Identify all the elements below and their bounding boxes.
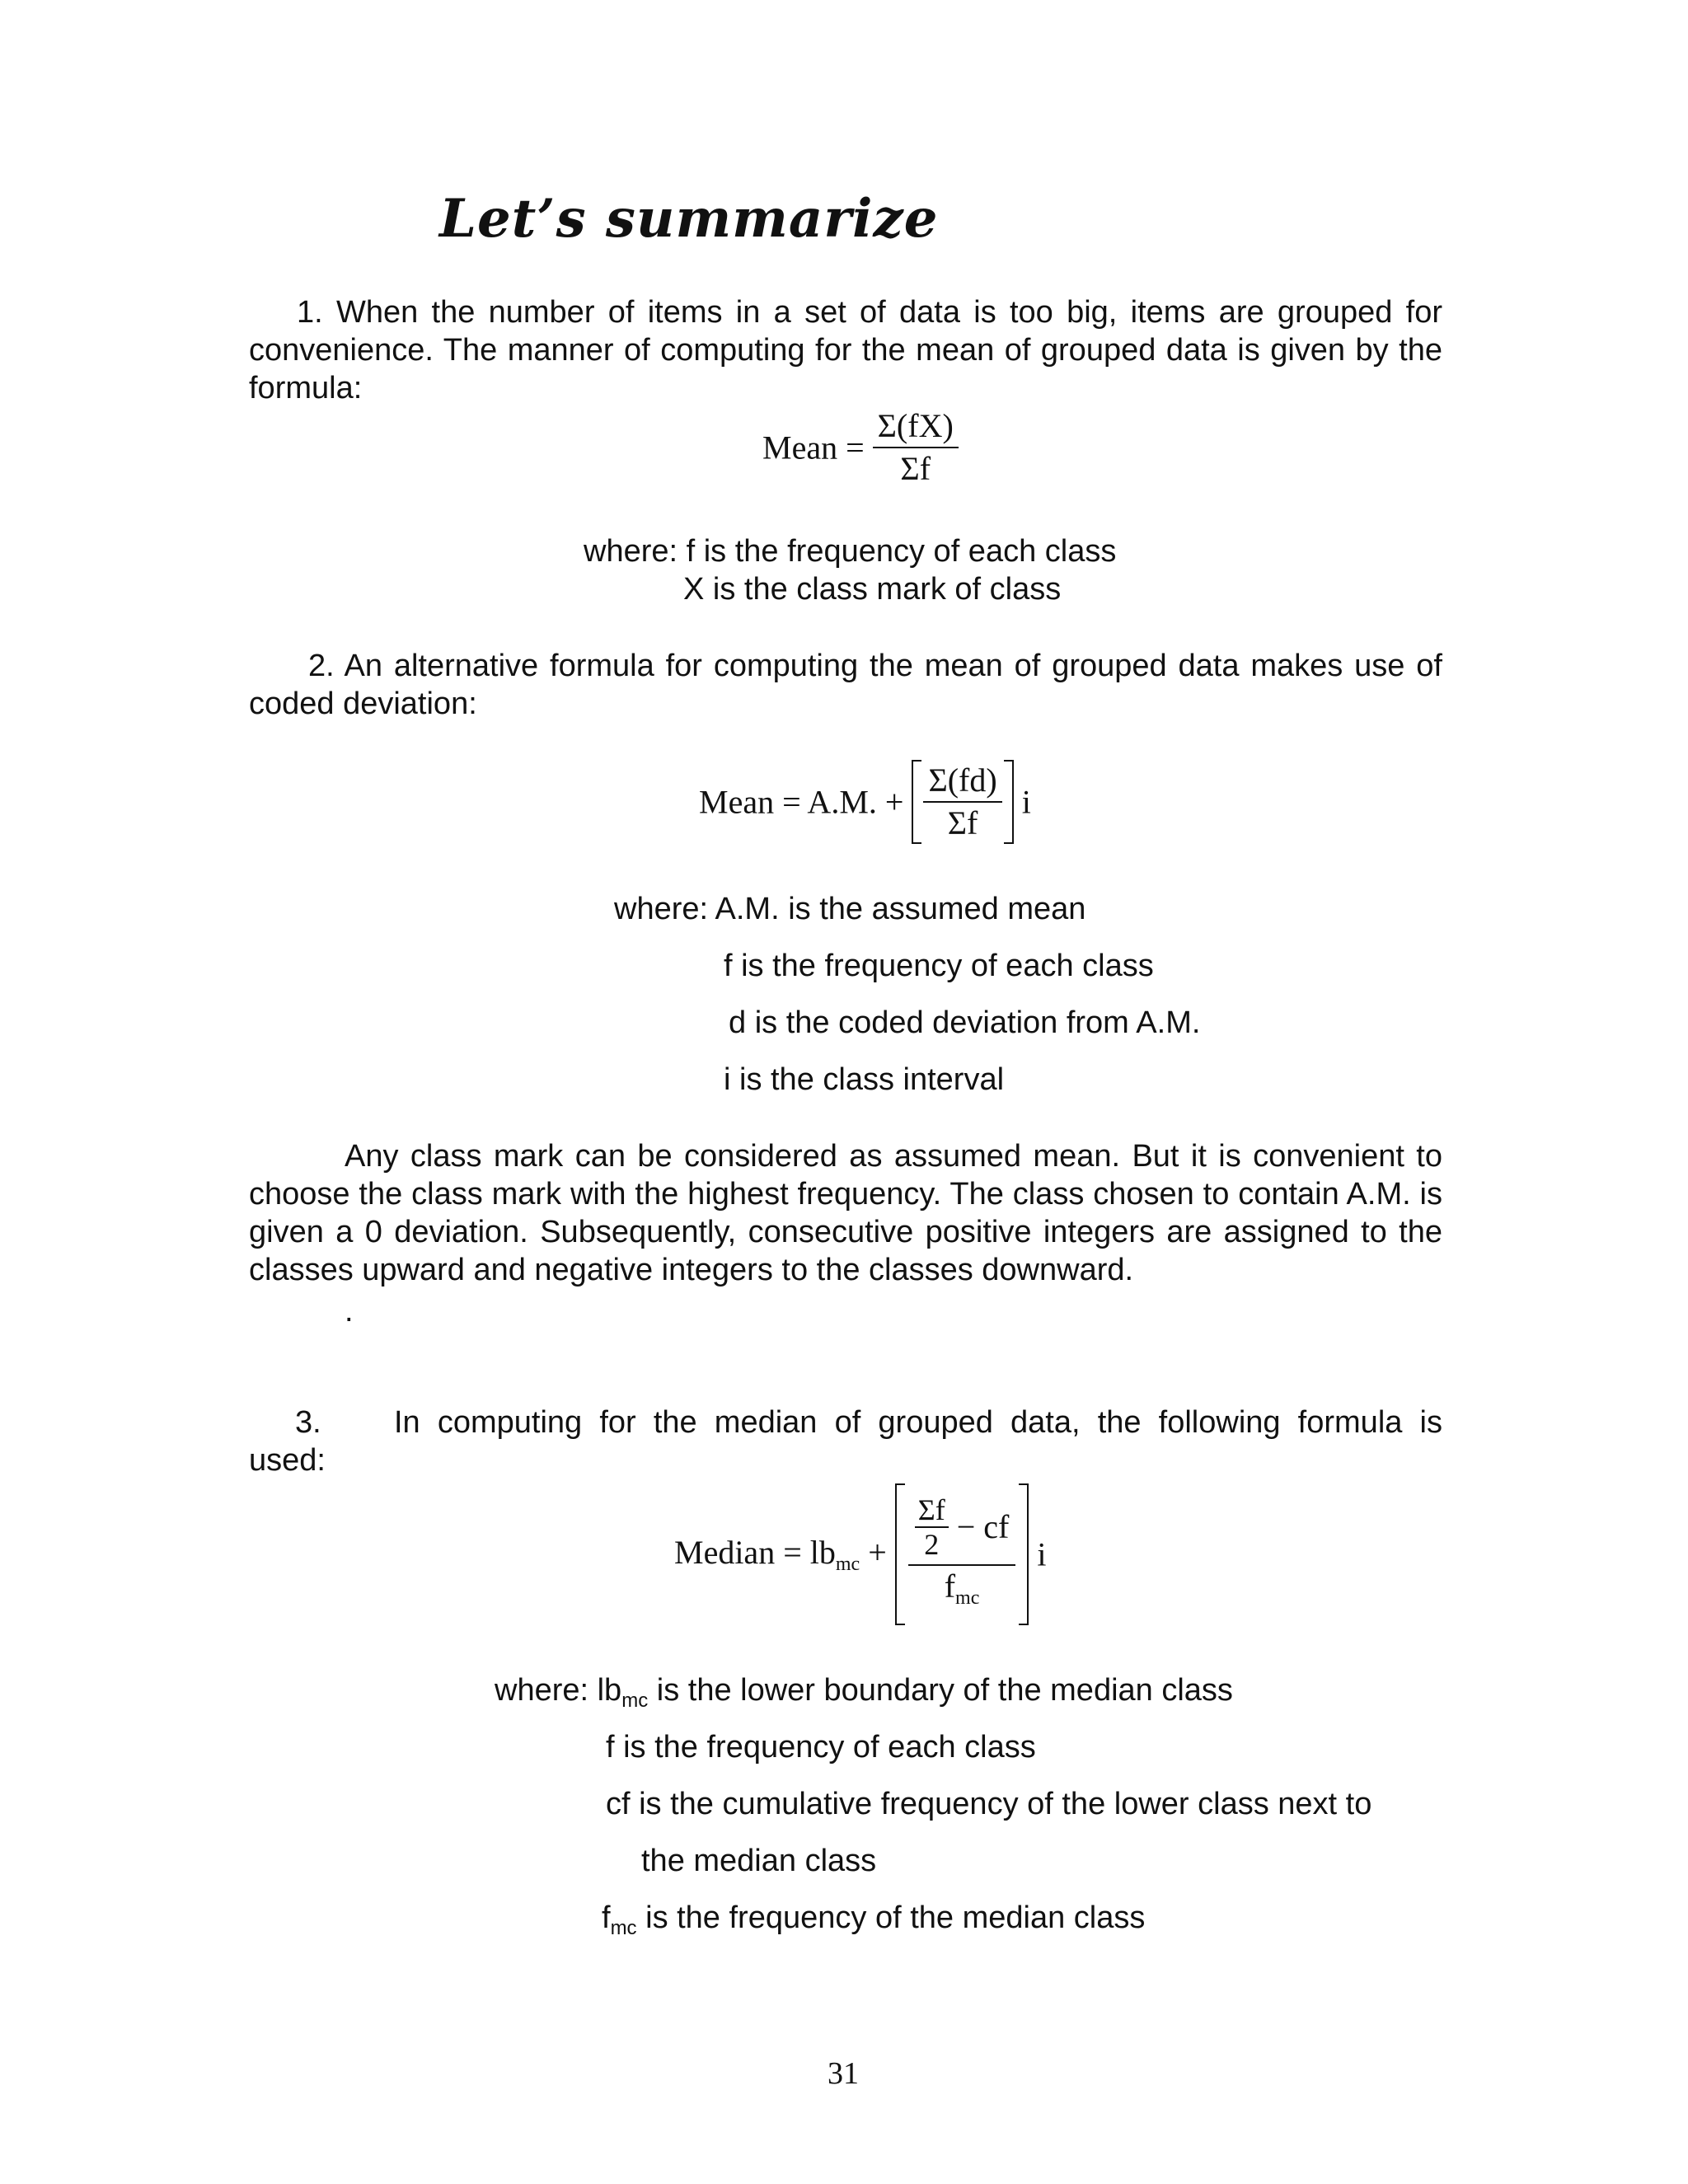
item-3-text-continued: used: [249,1443,326,1478]
coded-mean-formula [699,760,1031,844]
item-2-where-2: f is the frequency of each class [724,949,1154,983]
page-number: 31 [828,2056,859,2091]
item-1-where-1 [584,532,1116,570]
item-3-where-5: $f_{mc}$ is the frequency of the median class [602,1900,1146,1939]
page-title: Let’s summarize [439,188,939,250]
mean-formula [762,405,959,490]
median-bracket [895,1483,1029,1625]
mean-formula-numerator: Σ(fX) [873,405,959,448]
item-1-text: 1. When the number of items in a set of data is too big, items are grouped for convenience. The manner of computing for the mean of grouped data is given by the formula: [249,295,1442,405]
item-2-where-1 [614,890,1085,928]
where-f-definition: f is the frequency of each class [686,534,1117,569]
coded-mean-bracket [912,760,1013,844]
median-formula-lhs: Median = $lb_{mc}$ + [674,1534,887,1575]
half-frequency-fraction: $\frac{\Sigma f}{2}$ [915,1493,949,1561]
item-3-where-4: the median class [641,1844,877,1878]
median-denominator: $f_{mc}$ [944,1568,980,1609]
item-1-where-2: X is the class mark of class [683,572,1062,607]
mean-formula-lhs: Mean = [762,429,865,466]
where-label: where: [584,534,678,569]
median-interval: i [1037,1535,1047,1573]
item-2-where-3: d is the coded deviation from A.M. [729,1005,1201,1040]
item-3-number: 3. [295,1405,321,1440]
mean-formula-fraction [873,405,959,490]
median-numerator: $\frac{\Sigma f}{2}$ − cf [908,1490,1016,1566]
where-label: where: [614,892,709,926]
assumed-mean-note: Any class mark can be considered as assumed mean. But it is convenient to choose the class mark with the highest frequency. The class chosen to contain A.M. is given a 0 deviation. Subsequently, consecutive positive integers are assigned to the classes upward and negative integers to the classes downward. [249,1139,1442,1287]
coded-mean-numerator: Σ(fd) [923,760,1001,803]
item-2-text: 2. An alternative formula for computing the mean of grouped data makes use of coded deviation: [249,649,1442,721]
coded-mean-fraction [923,760,1001,844]
item-3-where-1: where: $lb_{mc}$ is the lower boundary of the median class [495,1673,1233,1712]
median-formula [674,1483,1046,1625]
coded-mean-denominator: Σf [947,804,978,841]
median-fraction [908,1490,1016,1619]
item-3-where-3: cf is the cumulative frequency of the lower class next to [606,1787,1372,1821]
stray-dot: . [345,1294,354,1329]
item-2-where-4: i is the class interval [724,1062,1005,1097]
coded-mean-lhs: Mean = A.M. + [699,783,904,821]
coded-mean-interval: i [1021,783,1031,821]
where-am-definition: A.M. is the assumed mean [715,892,1086,926]
item-3-text: In computing for the median of grouped data, the following formula is [394,1405,1442,1440]
mean-formula-denominator: Σf [900,450,931,487]
item-3-where-2: f is the frequency of each class [606,1730,1036,1765]
